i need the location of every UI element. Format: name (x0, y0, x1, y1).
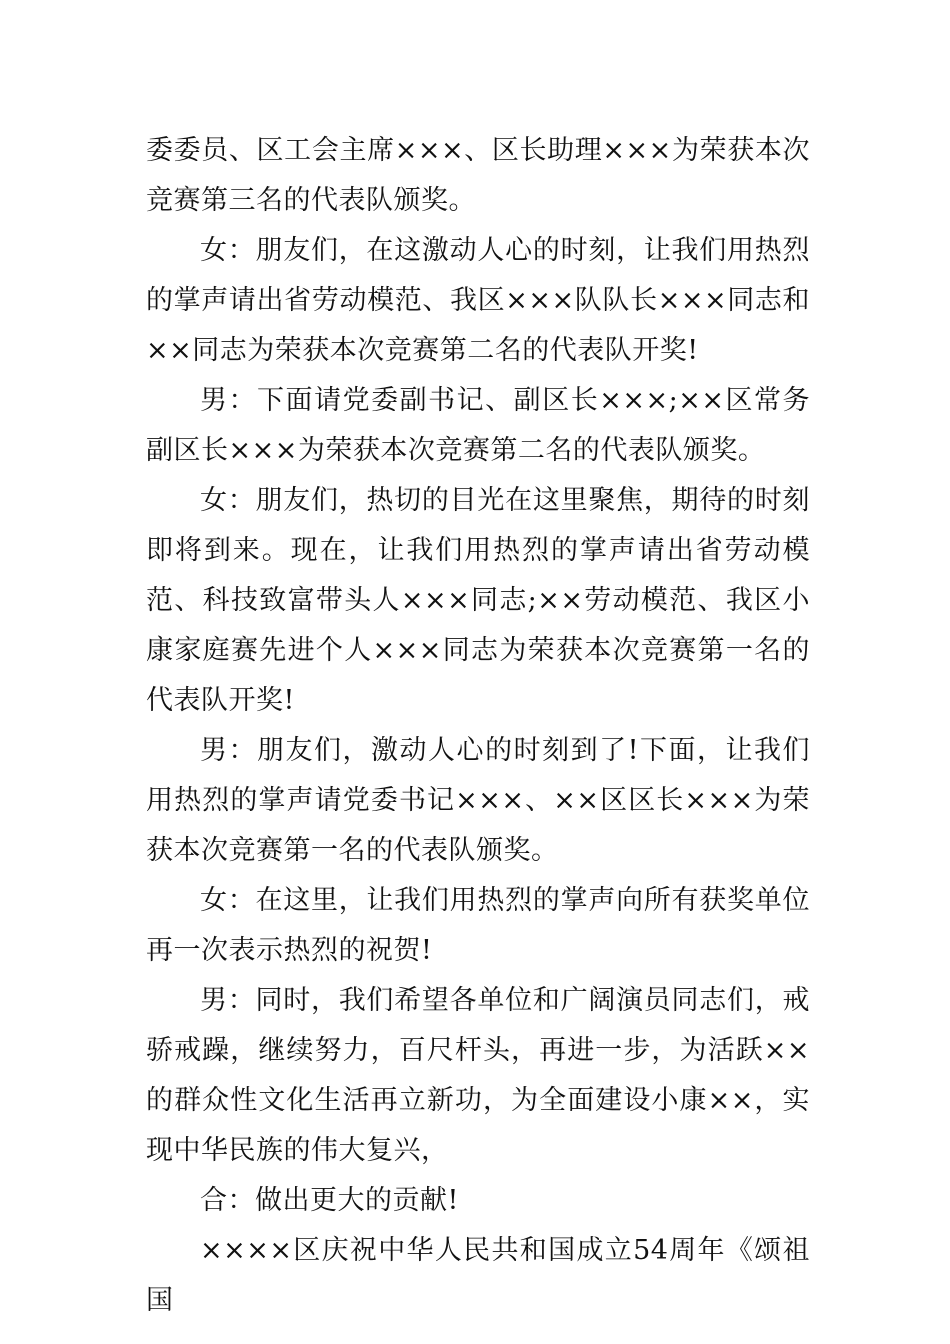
paragraph-2: 女：朋友们，在这激动人心的时刻，让我们用热烈的掌声请出省劳动模范、我区×××队队长×××同志和××同志为荣获本次竞赛第二名的代表队开奖! (146, 235, 810, 366)
paragraph-5: 男：朋友们，激动人心的时刻到了!下面，让我们用热烈的掌声请党委书记×××、××区区长×××为荣获本次竞赛第一名的代表队颁奖。 (146, 735, 810, 866)
paragraph-8: 合：做出更大的贡献! (200, 1185, 459, 1216)
paragraph-3: 男：下面请党委副书记、副区长×××;××区常务副区长×××为荣获本次竞赛第二名的代表队颁奖。 (146, 385, 810, 466)
paragraph-9: ××××区庆祝中华人民共和国成立54周年《颂祖国 (146, 1235, 810, 1316)
paragraph-4: 女：朋友们，热切的目光在这里聚焦，期待的时刻即将到来。现在，让我们用热烈的掌声请出省劳动模范、科技致富带头人×××同志;××劳动模范、我区小康家庭赛先进个人×××同志为荣获本次竞赛第一名的代表队开奖! (146, 485, 810, 716)
paragraph-7: 男：同时，我们希望各单位和广阔演员同志们，戒骄戒躁，继续努力，百尺杆头，再进一步，为活跃××的群众性文化生活再立新功，为全面建设小康××，实现中华民族的伟大复兴， (146, 985, 810, 1166)
document-body (146, 126, 810, 1326)
paragraph-6: 女：在这里，让我们用热烈的掌声向所有获奖单位再一次表示热烈的祝贺! (146, 885, 810, 966)
paragraph-1: 委委员、区工会主席×××、区长助理×××为荣获本次竞赛第三名的代表队颁奖。 (146, 135, 810, 216)
